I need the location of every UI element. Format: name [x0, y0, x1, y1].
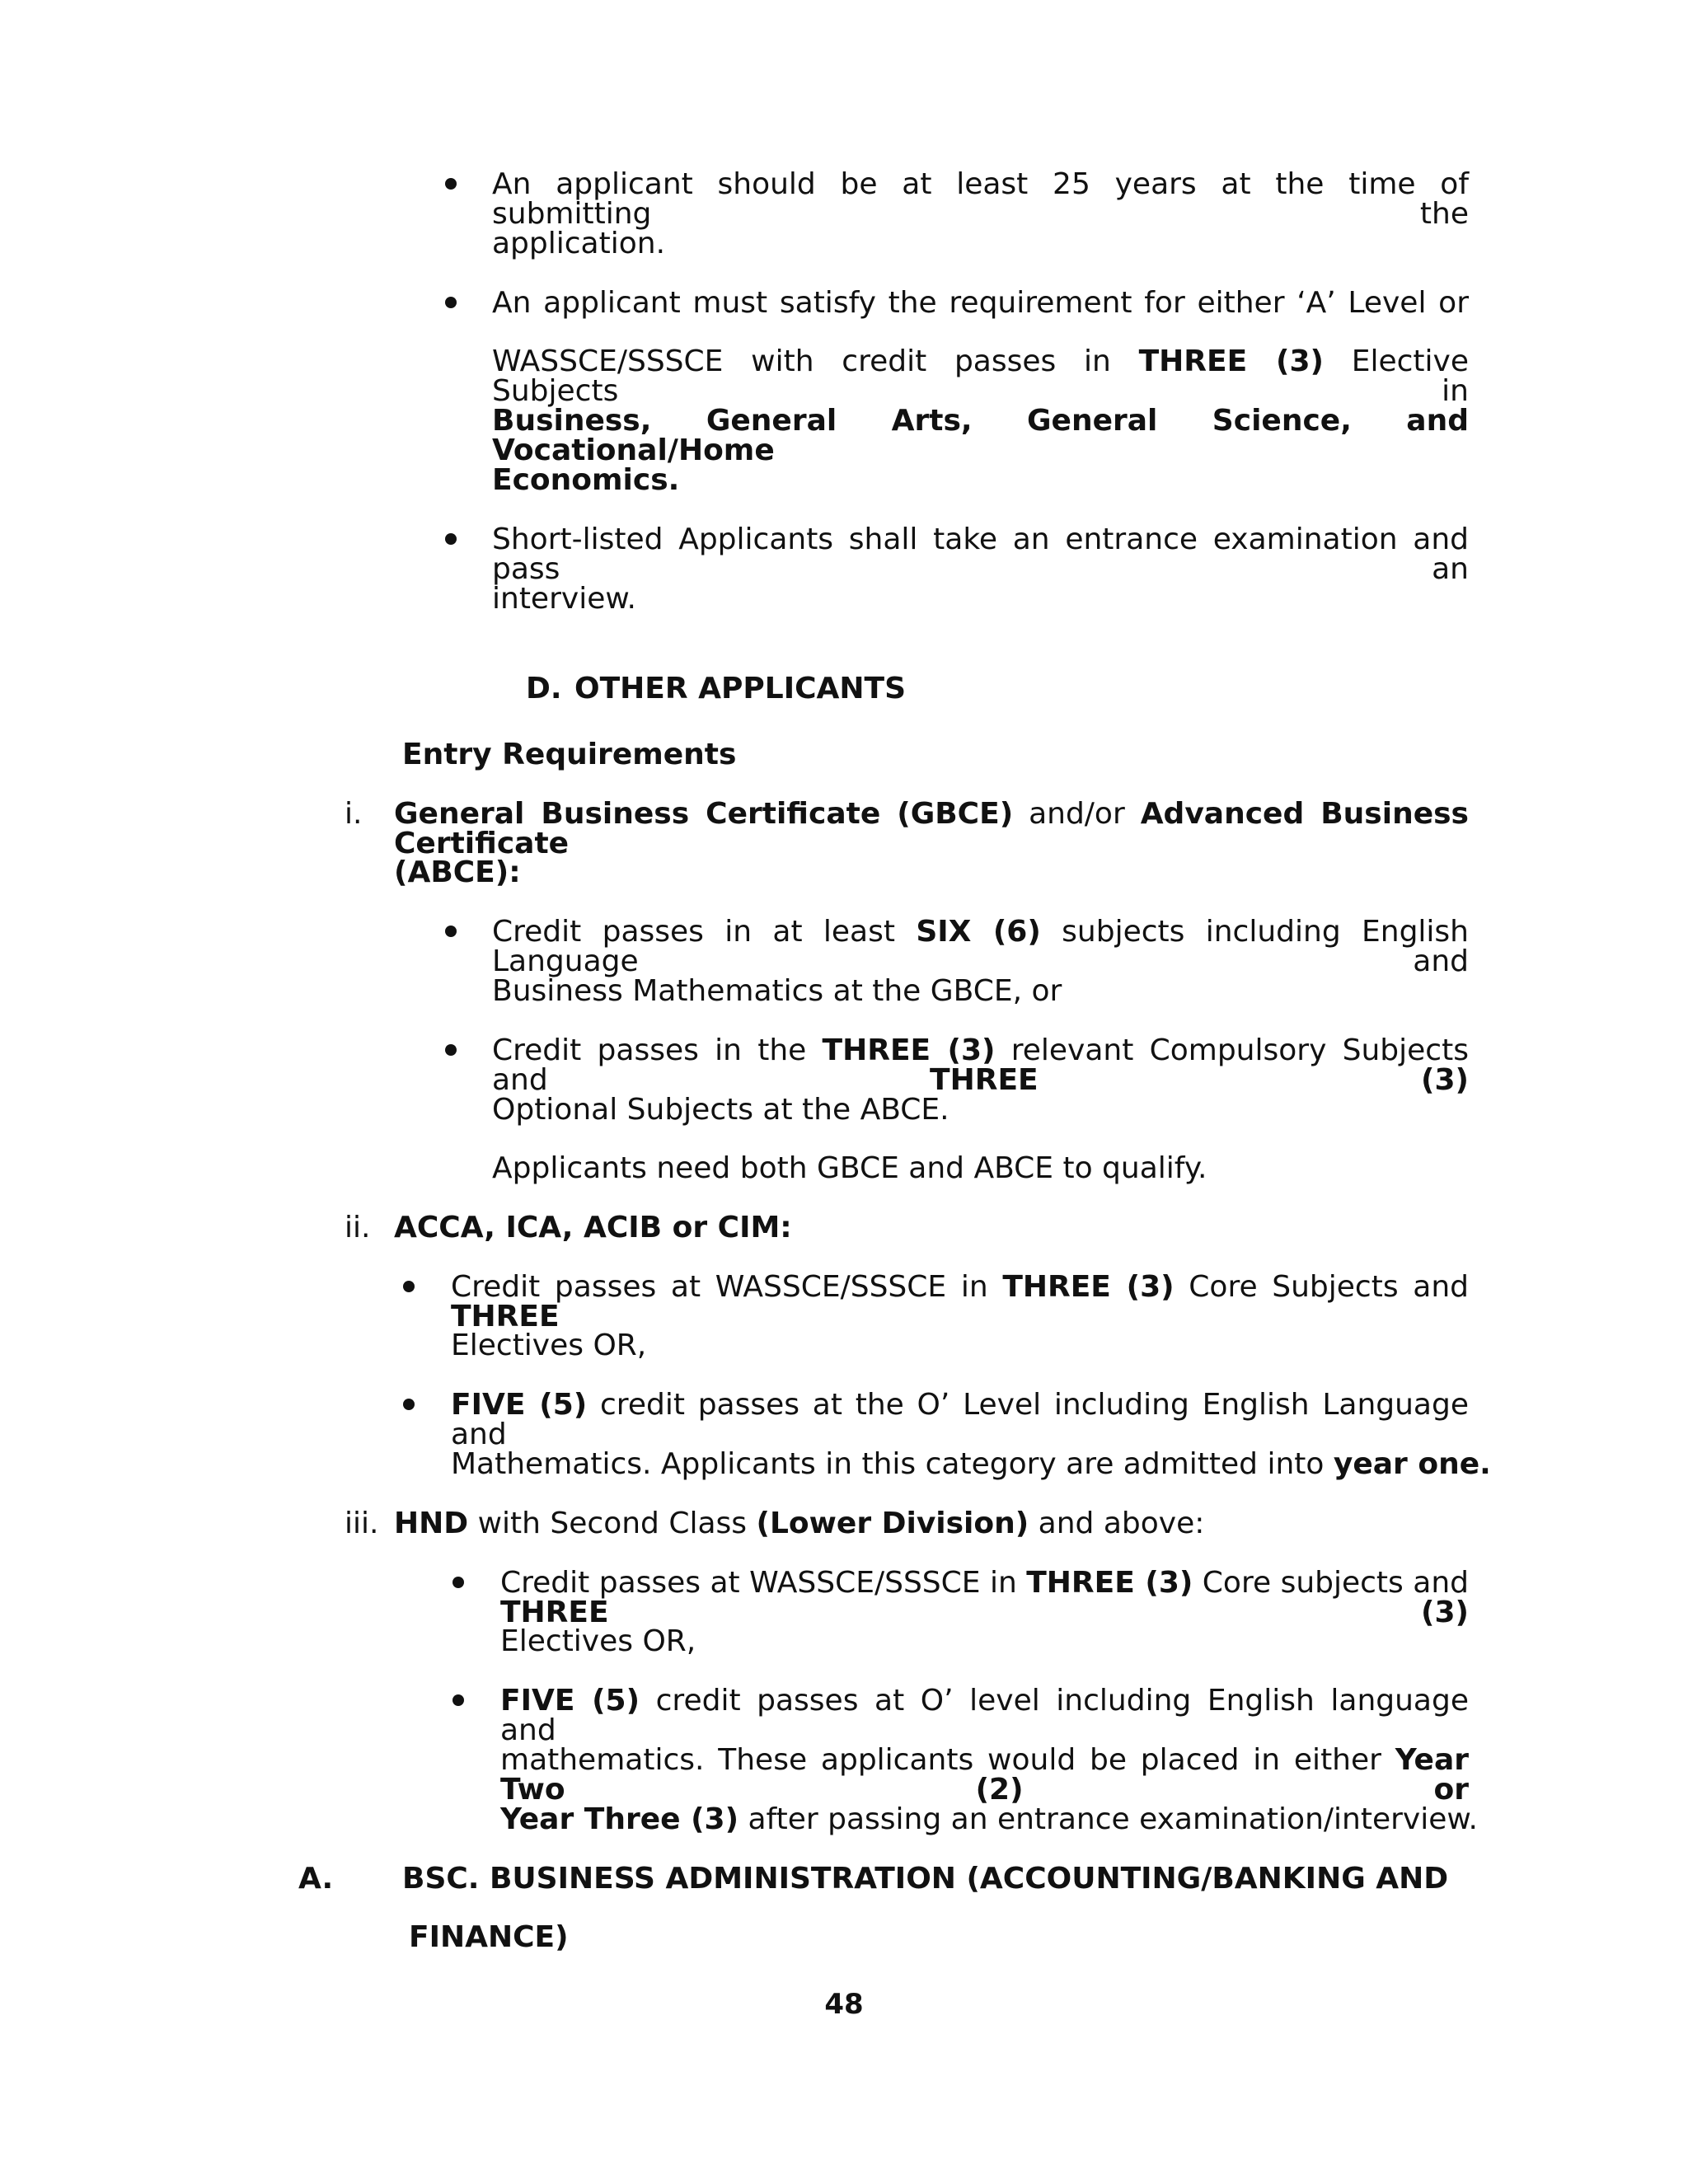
list-numeral-ii: ii.	[345, 1211, 371, 1244]
bullet-icon	[452, 1577, 464, 1588]
bullet-text-requirement: An applicant must satisfy the requirement for either ‘A’ Level or	[492, 286, 1469, 320]
item-ii-title: ACCA, ICA, ACIB or CIM:	[394, 1211, 792, 1244]
bullet-icon	[452, 1694, 464, 1706]
section-letter: A.	[298, 1862, 334, 1896]
bullet-icon	[445, 178, 457, 190]
page-number: 48	[824, 1988, 864, 2021]
bullet-icon	[445, 926, 457, 937]
item-iii-bullet-wassce-cont: Electives OR,	[500, 1624, 696, 1658]
bullet-text-shortlisted-cont: interview.	[492, 582, 636, 616]
item-iii-bullet-olevel-cont: mathematics. These applicants would be placed in either Year Two (2) or	[500, 1743, 1469, 1807]
bullet-text-age: An applicant should be at least 25 years at the time of submitting the	[492, 167, 1469, 231]
item-i-bullet-gbce: Credit passes in at least SIX (6) subjects including English Language and	[492, 915, 1469, 978]
item-i-title: General Business Certificate (GBCE) and/or Advanced Business Certificate	[394, 797, 1469, 860]
bullet-text-shortlisted: Short-listed Applicants shall take an entrance examination and pass an	[492, 523, 1469, 586]
item-ii-bullet-wassce: Credit passes at WASSCE/SSSCE in THREE (3) Core Subjects and THREE	[451, 1270, 1469, 1333]
section-heading: OTHER APPLICANTS	[574, 672, 906, 705]
item-iii-bullet-olevel: FIVE (5) credit passes at O’ level including English language and	[500, 1684, 1469, 1747]
item-ii-bullet-olevel-cont: Mathematics. Applicants in this category are admitted into year one.	[451, 1447, 1491, 1481]
section-title: BSC. BUSINESS ADMINISTRATION (ACCOUNTING/BANKING AND	[402, 1862, 1449, 1896]
section-title-cont: FINANCE)	[409, 1920, 569, 1954]
list-numeral-iii: iii.	[345, 1507, 379, 1540]
bullet-text-requirement-cont: WASSCE/SSSCE with credit passes in THREE (3) Elective Subjects in	[492, 344, 1469, 408]
bullet-icon	[445, 1044, 457, 1056]
item-ii-bullet-wassce-cont: Electives OR,	[451, 1329, 647, 1362]
bullet-icon	[445, 297, 457, 308]
bullet-icon	[403, 1281, 415, 1292]
item-i-title-cont: (ABCE):	[394, 855, 521, 889]
bullet-text-subjects: Business, General Arts, General Science, and Vocational/Home	[492, 404, 1469, 467]
bullet-icon	[403, 1399, 415, 1410]
entry-requirements-heading: Entry Requirements	[402, 738, 737, 771]
item-iii-title: HND with Second Class (Lower Division) and above:	[394, 1507, 1205, 1540]
bullet-text-age-cont: application.	[492, 227, 666, 260]
item-ii-bullet-olevel: FIVE (5) credit passes at the O’ Level including English Language and	[451, 1388, 1469, 1451]
item-i-bullet-gbce-cont: Business Mathematics at the GBCE, or	[492, 974, 1062, 1008]
item-i-note: Applicants need both GBCE and ABCE to qualify.	[492, 1151, 1207, 1185]
section-heading-letter: D.	[526, 672, 562, 705]
list-numeral-i: i.	[345, 797, 363, 831]
bullet-icon	[445, 533, 457, 545]
item-iii-bullet-olevel-cont2: Year Three (3) after passing an entrance examination/interview.	[500, 1802, 1478, 1836]
item-i-bullet-abce-cont: Optional Subjects at the ABCE.	[492, 1093, 950, 1127]
item-i-bullet-abce: Credit passes in the THREE (3) relevant Compulsory Subjects and THREE (3)	[492, 1033, 1469, 1097]
item-iii-bullet-wassce: Credit passes at WASSCE/SSSCE in THREE (3) Core subjects and THREE (3)	[500, 1566, 1469, 1629]
bullet-text-subjects-cont: Economics.	[492, 463, 680, 497]
